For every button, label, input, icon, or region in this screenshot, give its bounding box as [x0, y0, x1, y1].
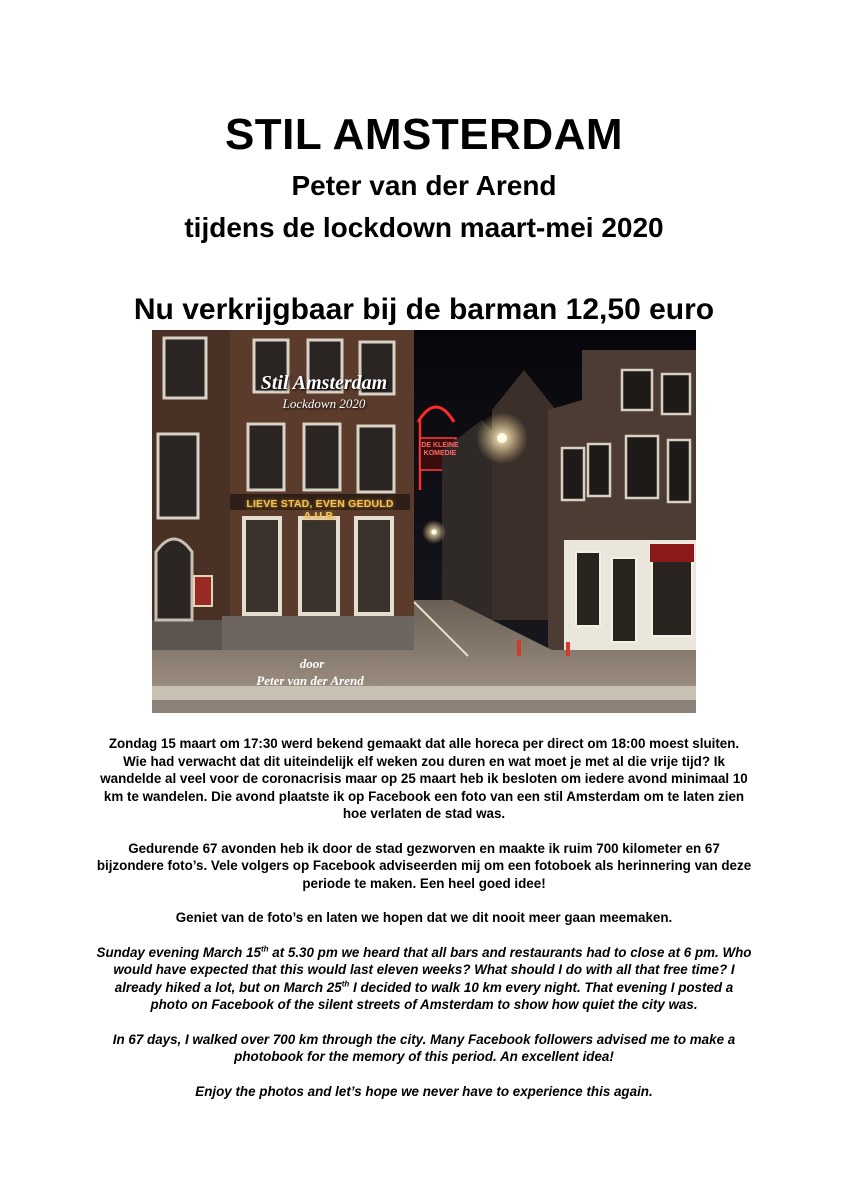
dutch-paragraph-3: Geniet van de foto’s en laten we hopen dat we dit nooit meer gaan meemaken.: [175, 910, 673, 925]
offer-line: Nu verkrijgbaar bij de barman 12,50 euro: [133, 293, 715, 326]
dutch-paragraph-1: Zondag 15 maart om 17:30 werd bekend gemaakt dat alle horeca per direct om 18:00 moest sluiten. Wie had verwacht dat dit uiteindelijk elf weken zou duren en wat moet je met al die vrije tijd? Ik wandelde al veel voor de coronacrisis maar op 25 maart heb ik besloten om iedere avond minimaal 10 km te wandelen. Die avond plaatste ik op Facebook een foto van een stil Amsterdam om te laten zien hoe verlaten de stad was.: [100, 736, 748, 821]
english-paragraph-3: Enjoy the photos and let’s hope we never have to experience this again.: [195, 1083, 653, 1099]
author-name: Peter van der Arend: [291, 170, 557, 201]
english-p1-part-b: at 5.30 pm we heard that all bars and restaurants had to close at 6 pm. Who would have expected that this would last eleven weeks? What should I do with all that free time? I already hiked a lot, but on March 25: [113, 944, 752, 995]
cover-by-label: door: [299, 656, 325, 671]
cover-title: Stil Amsterdam: [260, 372, 388, 394]
cover-subtitle: Lockdown 2020: [282, 396, 366, 411]
book-cover-photo: [152, 330, 696, 713]
description-text: [96, 735, 752, 1117]
english-p1-part-a: Sunday evening March 15: [96, 944, 261, 960]
dutch-paragraph-2: Gedurende 67 avonden heb ik door de stad gezworven en maakte ik ruim 700 kilometer en 67 bijzondere foto’s. Vele volgers op Facebook adviseerden mij om een fotoboek als herinnering van deze periode te maken. Een heel goed idee!: [96, 840, 752, 891]
subtitle: tijdens de lockdown maart-mei 2020: [184, 212, 664, 243]
facade-banner: LIEVE STAD, EVEN GEDULD A.U.B.: [246, 498, 394, 522]
ordinal-suffix: th: [260, 944, 269, 954]
english-paragraph-2: In 67 days, I walked over 700 km through the city. Many Facebook followers advised me to make a photobook for the memory of this period. An excellent idea!: [112, 1031, 736, 1064]
page-title: STIL AMSTERDAM: [224, 110, 624, 159]
cover-author: Peter van der Arend: [256, 673, 364, 688]
theatre-sign: DE KLEINE KOMEDIE: [421, 442, 459, 457]
english-p1-part-c: I decided to walk 10 km every night. That evening I posted a photo on Facebook of the silent streets of Amsterdam to show how quiet the city was.: [150, 979, 734, 1012]
ordinal-suffix: th: [341, 979, 350, 989]
english-paragraph-1: [96, 944, 752, 1014]
